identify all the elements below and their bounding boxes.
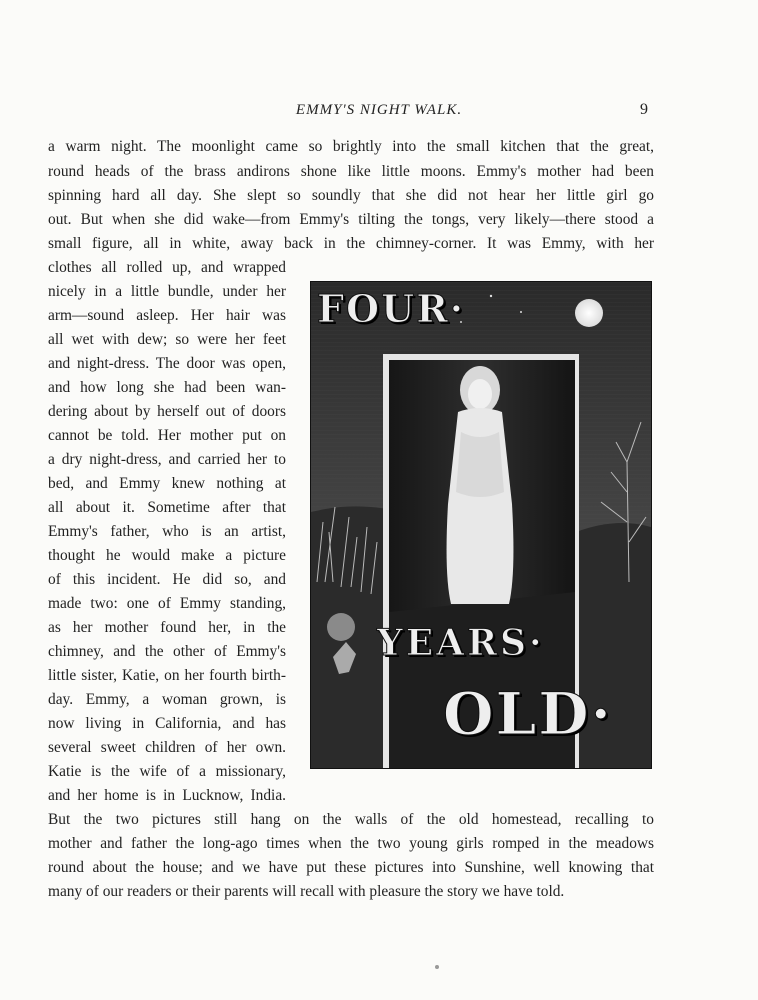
text-line: Emmy's father, who is an artist, — [48, 523, 286, 540]
title-word-old: OLD· — [443, 680, 613, 748]
text-line: cannot be told. Her mother put on — [48, 427, 286, 444]
text-line: nicely in a little bundle, under her — [48, 283, 286, 300]
text-line: and night-dress. The door was open, — [48, 355, 286, 372]
text-line: now living in California, and has — [48, 715, 286, 732]
running-head: EMMY'S NIGHT WALK. — [295, 102, 463, 118]
text-line: arm—sound asleep. Her hair was — [48, 307, 286, 324]
text-line: of this incident. He did so, and — [48, 571, 286, 588]
text-line: thought he would make a picture — [48, 547, 286, 564]
engraving-illustration — [310, 281, 652, 769]
text-line: little sister, Katie, on her fourth birth- — [48, 667, 286, 684]
text-line: a warm night. The moonlight came so brightly into the small kitchen that the great, — [48, 138, 654, 155]
text-line: small figure, all in white, away back in the chimney-corner. It was Emmy, with her — [48, 235, 654, 252]
star — [520, 311, 522, 313]
text-line: and her home is in Lucknow, India. — [48, 787, 286, 804]
text-line: all wet with dew; so were her feet — [48, 331, 286, 348]
text-line: But the two pictures still hang on the walls of the old homestead, recalling to — [48, 811, 654, 828]
text-line: Katie is the wife of a missionary, — [48, 763, 286, 780]
text-line: made two: one of Emmy standing, — [48, 595, 286, 612]
text-line: clothes all rolled up, and wrapped — [48, 259, 286, 276]
text-line: mother and father the long-ago times when the two young girls romped in the meadows — [48, 835, 654, 852]
star — [490, 295, 492, 297]
text-line: round about the house; and we have put these pictures into Sunshine, well knowing that — [48, 859, 654, 876]
rock — [327, 613, 355, 641]
text-line: as her mother found her, in the — [48, 619, 286, 636]
text-line: round heads of the brass andirons shone like little moons. Emmy's mother had been — [48, 163, 654, 180]
text-line: many of our readers or their parents will recall with pleasure the story we have told. — [48, 883, 565, 900]
text-line: dering about by herself out of doors — [48, 403, 286, 420]
text-line: day. Emmy, a woman grown, is — [48, 691, 286, 708]
text-line: chimney, and the other of Emmy's — [48, 643, 286, 660]
page-number: 9 — [640, 101, 648, 118]
text-line: a dry night-dress, and carried her to — [48, 451, 286, 468]
title-word-years: YEARS· — [377, 622, 545, 664]
text-line: bed, and Emmy knew nothing at — [48, 475, 286, 492]
text-line: spinning hard all day. She slept so soundly that she did not hear her little girl go — [48, 187, 654, 204]
text-line: and how long she had been wan- — [48, 379, 286, 396]
moon — [575, 299, 603, 327]
text-line: all about it. Sometime after that — [48, 499, 286, 516]
page-speck — [435, 965, 439, 969]
title-word-four: FOUR· — [317, 286, 466, 331]
text-line: out. But when she did wake—from Emmy's tilting the tongs, very likely—there stood a — [48, 211, 654, 228]
text-line: several sweet children of her own. — [48, 739, 286, 756]
